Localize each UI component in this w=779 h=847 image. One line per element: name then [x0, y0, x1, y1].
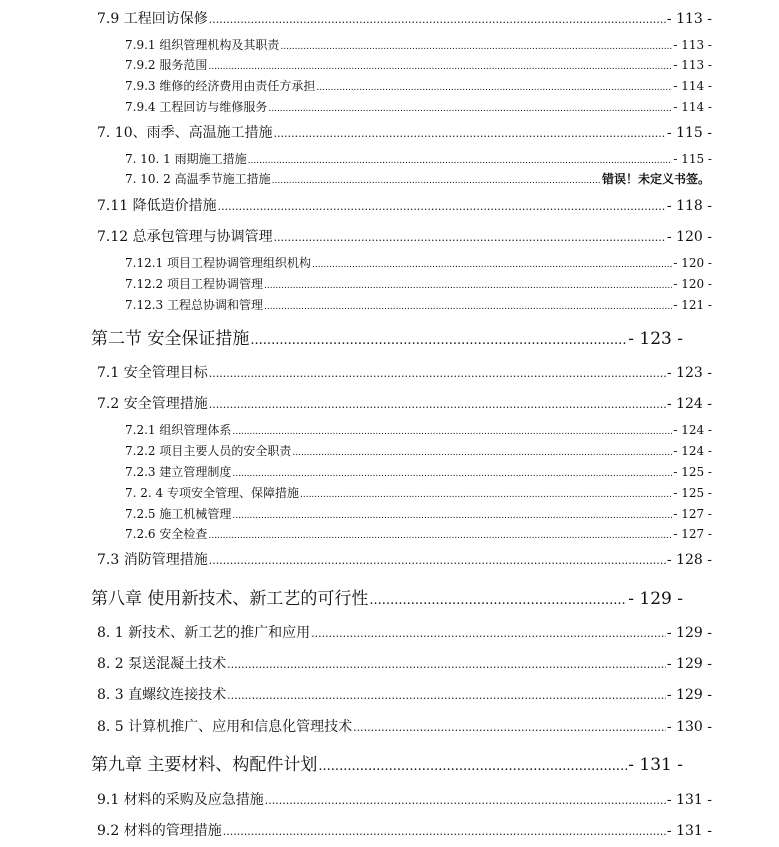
toc-leader-dots [300, 486, 672, 500]
toc-entry-page: - 125 - [673, 486, 712, 500]
toc-entry-title: 7.3 消防管理措施 [97, 552, 208, 568]
toc-entry[interactable] [97, 122, 712, 142]
toc-entry-page: - 124 - [666, 396, 712, 412]
toc-entry-title: 7.2.1 组织管理体系 [125, 423, 232, 437]
toc-entry-page: - 127 - [673, 507, 712, 521]
toc-leader-dots [232, 507, 672, 521]
toc-entry-page: - 129 - [666, 656, 712, 672]
toc-entry-page: - 120 - [673, 277, 712, 291]
toc-entry[interactable] [97, 820, 712, 840]
toc-entry[interactable] [125, 98, 712, 115]
toc-entry-title: 第八章 使用新技术、新工艺的可行性 [91, 589, 369, 609]
toc-entry-title: 7. 10. 1 雨期施工措施 [125, 152, 247, 166]
toc-leader-dots [232, 465, 672, 479]
toc-entry-title: 8. 5 计算机推广、应用和信息化管理技术 [97, 719, 353, 735]
toc-entry-title: 7.12 总承包管理与协调管理 [97, 229, 273, 245]
toc-entry[interactable] [125, 77, 712, 94]
toc-entry-title: 7.2.3 建立管理制度 [125, 465, 232, 479]
toc-entry[interactable] [125, 484, 712, 501]
toc-entry-title: 9.1 材料的采购及应急措施 [97, 792, 264, 808]
toc-leader-dots [208, 58, 672, 72]
toc-entry-title: 8. 2 泵送混凝土技术 [97, 656, 227, 672]
toc-entry-page: - 128 - [666, 552, 712, 568]
toc-entry-page: - 127 - [673, 527, 712, 541]
toc-chapter-heading[interactable] [91, 750, 683, 775]
toc-entry[interactable] [97, 653, 712, 673]
toc-entry-title: 第二节 安全保证措施 [91, 329, 250, 349]
toc-entry[interactable] [125, 36, 712, 53]
toc-entry-title: 7.9.1 组织管理机构及其职责 [125, 38, 280, 52]
toc-entry-title: 7.2.2 项目主要人员的安全职责 [125, 444, 292, 458]
toc-entry[interactable] [97, 684, 712, 704]
toc-leader-dots [311, 625, 666, 641]
toc-entry-title: 7.9 工程回访保修 [97, 11, 208, 27]
toc-leader-dots [265, 792, 666, 808]
toc-entry[interactable] [125, 170, 710, 187]
toc-entry-title: 7.12.1 项目工程协调管理组织机构 [125, 256, 311, 270]
toc-entry-page: - 115 - [666, 125, 712, 141]
toc-entry[interactable] [125, 525, 712, 542]
toc-entry[interactable] [125, 463, 712, 480]
toc-entry-title: 7.2.6 安全检查 [125, 527, 208, 541]
toc-entry-title: 7.2.5 施工机械管理 [125, 507, 232, 521]
toc-entry[interactable] [125, 505, 712, 522]
toc-leader-dots [268, 100, 672, 114]
toc-leader-dots [223, 823, 666, 839]
toc-leader-dots [209, 396, 666, 412]
toc-entry-page: - 131 - [666, 823, 712, 839]
toc-leader-dots [312, 256, 672, 270]
toc-entry-page: - 125 - [673, 465, 712, 479]
toc-entry-page: - 131 - [666, 792, 712, 808]
toc-leader-dots [218, 198, 666, 214]
toc-entry-page: - 120 - [673, 256, 712, 270]
toc-entry-title: 7. 10、雨季、高温施工措施 [97, 125, 273, 141]
toc-entry-title: 7.12.2 项目工程协调管理 [125, 277, 263, 291]
toc-leader-dots [250, 329, 627, 349]
toc-entry-title: 7.12.3 工程总协调和管理 [125, 298, 263, 312]
toc-entry-title: 7. 10. 2 高温季节施工措施 [125, 172, 271, 186]
toc-entry[interactable] [125, 421, 712, 438]
toc-entry-page: - 129 - [666, 625, 712, 641]
toc-entry-page: - 123 - [666, 365, 712, 381]
toc-entry-title: 7.9.4 工程回访与维修服务 [125, 100, 268, 114]
toc-leader-dots [316, 79, 672, 93]
toc-chapter-heading[interactable] [91, 584, 683, 609]
toc-leader-dots [208, 527, 672, 541]
toc-leader-dots [232, 423, 672, 437]
toc-entry[interactable] [97, 622, 712, 642]
toc-entry-title: 7.2 安全管理措施 [97, 396, 208, 412]
toc-entry-page: - 124 - [673, 423, 712, 437]
toc-leader-dots [280, 38, 672, 52]
toc-leader-dots [209, 365, 666, 381]
toc-entry[interactable] [125, 56, 712, 73]
toc-entry-page: - 118 - [666, 198, 712, 214]
toc-entry-title: 7.9.2 服务范围 [125, 58, 208, 72]
toc-entry[interactable] [97, 549, 712, 569]
toc-leader-dots [274, 229, 666, 245]
toc-entry-title: 第九章 主要材料、构配件计划 [91, 755, 318, 775]
toc-entry-page: - 113 - [673, 38, 712, 52]
toc-entry-page: - 129 - [628, 589, 683, 609]
toc-leader-dots [292, 444, 672, 458]
toc-leader-dots [274, 125, 666, 141]
toc-leader-dots [353, 719, 666, 735]
toc-leader-dots [209, 11, 666, 27]
toc-entry-page: - 129 - [666, 687, 712, 703]
toc-entry-page: - 123 - [628, 329, 683, 349]
toc-leader-dots [209, 552, 666, 568]
toc-leader-dots [248, 152, 673, 166]
toc-entry-page: - 131 - [628, 755, 683, 775]
toc-entry-page: - 113 - [666, 11, 712, 27]
toc-entry-page: - 114 - [673, 100, 712, 114]
toc-entry-page: - 130 - [666, 719, 712, 735]
toc-entry[interactable] [125, 275, 712, 292]
bookmark-error-text: 错误！未定义书签。 [601, 172, 710, 186]
toc-entry-page: - 124 - [673, 444, 712, 458]
toc-entry-title: 7. 2. 4 专项安全管理、保障措施 [125, 486, 299, 500]
toc-entry-page: - 115 - [673, 152, 712, 166]
toc-entry[interactable] [125, 150, 712, 167]
toc-entry-title: 7.11 降低造价措施 [97, 198, 217, 214]
toc-entry[interactable] [125, 254, 712, 271]
toc-entry-title: 9.2 材料的管理措施 [97, 823, 222, 839]
toc-entry[interactable] [97, 789, 712, 809]
toc-entry-title: 7.9.3 维修的经济费用由责任方承担 [125, 79, 316, 93]
toc-leader-dots [264, 298, 672, 312]
toc-entry[interactable] [97, 195, 712, 215]
toc-entry-page: - 120 - [666, 229, 712, 245]
toc-leader-dots [264, 277, 672, 291]
toc-leader-dots [369, 589, 627, 609]
toc-entry[interactable] [97, 362, 712, 382]
toc-entry-title: 7.1 安全管理目标 [97, 365, 208, 381]
toc-entry[interactable] [97, 226, 712, 246]
toc-entry-page: - 121 - [673, 298, 712, 312]
toc-entry[interactable] [97, 8, 712, 28]
toc-entry-title: 8. 3 直螺纹连接技术 [97, 687, 227, 703]
toc-entry[interactable] [125, 442, 712, 459]
toc-leader-dots [227, 687, 666, 703]
toc-entry-title: 8. 1 新技术、新工艺的推广和应用 [97, 625, 311, 641]
toc-leader-dots [227, 656, 666, 672]
toc-section-heading[interactable] [91, 324, 683, 349]
toc-leader-dots [272, 172, 601, 186]
toc-entry[interactable] [125, 296, 712, 313]
toc-entry[interactable] [97, 393, 712, 413]
toc-leader-dots [318, 755, 627, 775]
toc-entry-page: - 114 - [673, 79, 712, 93]
toc-entry-page: - 113 - [673, 58, 712, 72]
toc-entry[interactable] [97, 716, 712, 736]
